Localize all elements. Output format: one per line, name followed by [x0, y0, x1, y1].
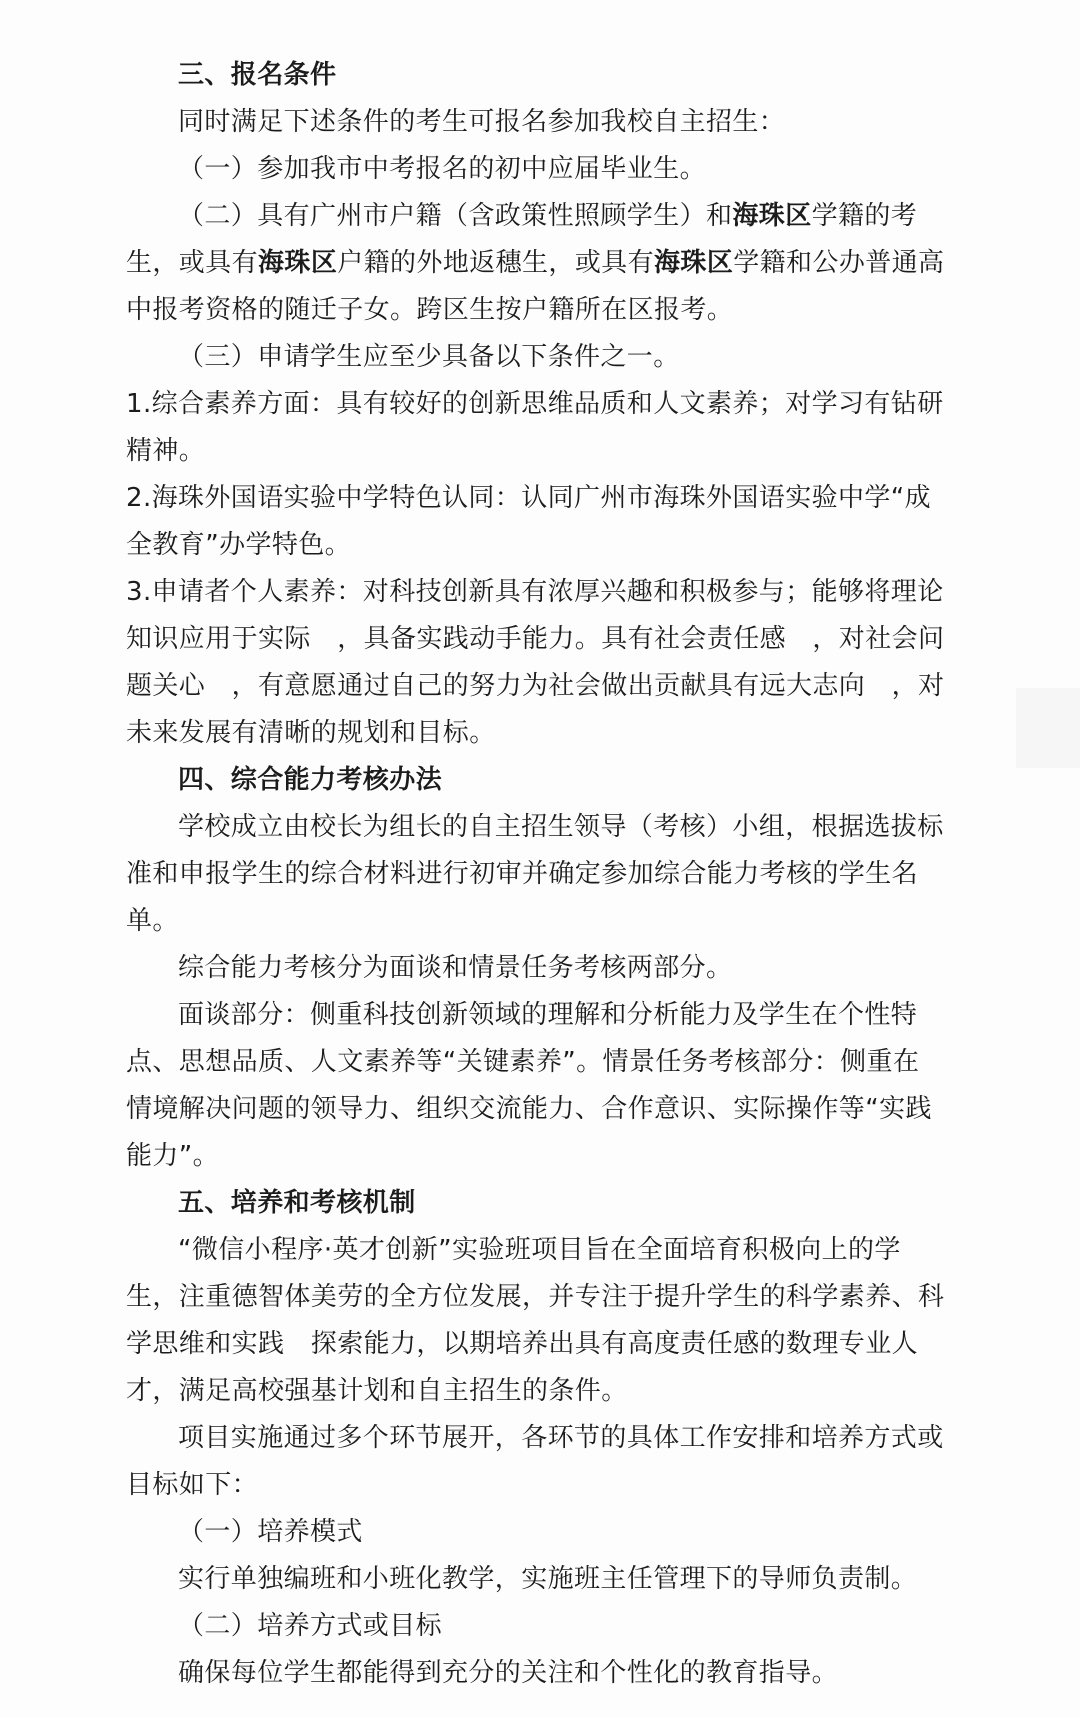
subsection-2-title: （二）培养方式或目标 — [178, 1611, 443, 1641]
condition-3: （三）申请学生应至少具备以下条件之一。 — [178, 342, 680, 372]
item-3-line-2: 知识应用于实际 ，具备实践动手能力。具有社会责任感 ，对社会问 — [126, 624, 945, 654]
condition-1: （一）参加我市中考报名的初中应届毕业生。 — [178, 154, 707, 184]
section-5-heading: 五、培养和考核机制 — [178, 1188, 416, 1218]
section-5-p1-line-1: “微信小程序·英才创新”实验班项目旨在全面培育积极向上的学 — [178, 1235, 901, 1265]
item-1-line-1: 1.综合素养方面：具有较好的创新思维品质和人文素养；对学习有钻研 — [126, 389, 944, 419]
section-3-heading: 三、报名条件 — [178, 60, 337, 90]
item-3-line-3: 题关心 ，有意愿通过自己的努力为社会做出贡献具有远大志向 ，对 — [126, 671, 945, 701]
section-3-intro: 同时满足下述条件的考生可报名参加我校自主招生： — [178, 107, 786, 137]
item-1-line-2: 精神。 — [126, 436, 206, 466]
condition-2-line-1 — [126, 193, 946, 240]
section-5-p2-line-1: 项目实施通过多个环节展开，各环节的具体工作安排和培养方式或 — [178, 1423, 944, 1453]
item-3-line-4: 未来发展有清晰的规划和目标。 — [126, 718, 496, 748]
item-2-line-2: 全教育”办学特色。 — [126, 530, 352, 560]
page-edge-mark — [1016, 688, 1080, 768]
district-emphasis: 海珠区 — [654, 248, 734, 278]
condition-2-text: 户籍的外地返穗生，或具有 — [337, 248, 655, 278]
section-4-p3-line-3: 情境解决问题的领导力、组织交流能力、合作意识、实际操作等“实践 — [126, 1094, 932, 1124]
item-2-line-1: 2.海珠外国语实验中学特色认同：认同广州市海珠外国语实验中学“成 — [126, 483, 932, 513]
section-4-p3-line-2: 点、思想品质、人文素养等“关键素养”。情景任务考核部分：侧重在 — [126, 1047, 920, 1077]
condition-2-text: 学籍的考 — [811, 201, 918, 231]
condition-2-line-2 — [126, 240, 946, 287]
section-5-p2-line-2: 目标如下： — [126, 1470, 259, 1500]
section-5-p1-line-2: 生，注重德智体美劳的全方位发展，并专注于提升学生的科学素养、科 — [126, 1282, 945, 1312]
section-4-p1-line-2: 准和申报学生的综合材料进行初审并确定参加综合能力考核的学生名 — [126, 859, 919, 889]
section-5-p1-line-4: 才，满足高校强基计划和自主招生的条件。 — [126, 1376, 628, 1406]
condition-2-text: 生，或具有 — [126, 248, 259, 278]
section-4-p3-line-4: 能力”。 — [126, 1141, 220, 1171]
condition-2-text: （二）具有广州市户籍（含政策性照顾学生）和 — [178, 201, 733, 231]
section-4-p1-line-3: 单。 — [126, 906, 179, 936]
district-emphasis: 海珠区 — [258, 248, 338, 278]
document-body — [126, 52, 946, 1697]
section-5-p1-line-3: 学思维和实践 探索能力，以期培养出具有高度责任感的数理专业人 — [126, 1329, 919, 1359]
subsection-1-text: 实行单独编班和小班化教学，实施班主任管理下的导师负责制。 — [178, 1564, 918, 1594]
condition-2-text: 学籍和公办普通高 — [733, 248, 945, 278]
district-emphasis: 海珠区 — [732, 201, 812, 231]
section-4-p2: 综合能力考核分为面谈和情景任务考核两部分。 — [178, 953, 733, 983]
item-3-line-1: 3.申请者个人素养：对科技创新具有浓厚兴趣和积极参与；能够将理论 — [126, 577, 944, 607]
subsection-1-title: （一）培养模式 — [178, 1517, 363, 1547]
section-4-p3-line-1: 面谈部分：侧重科技创新领域的理解和分析能力及学生在个性特 — [178, 1000, 918, 1030]
condition-2-line-3: 中报考资格的随迁子女。跨区生按户籍所在区报考。 — [126, 295, 734, 325]
section-4-heading: 四、综合能力考核办法 — [178, 765, 443, 795]
subsection-2-text: 确保每位学生都能得到充分的关注和个性化的教育指导。 — [178, 1658, 839, 1688]
section-4-p1-line-1: 学校成立由校长为组长的自主招生领导（考核）小组，根据选拔标 — [178, 812, 944, 842]
